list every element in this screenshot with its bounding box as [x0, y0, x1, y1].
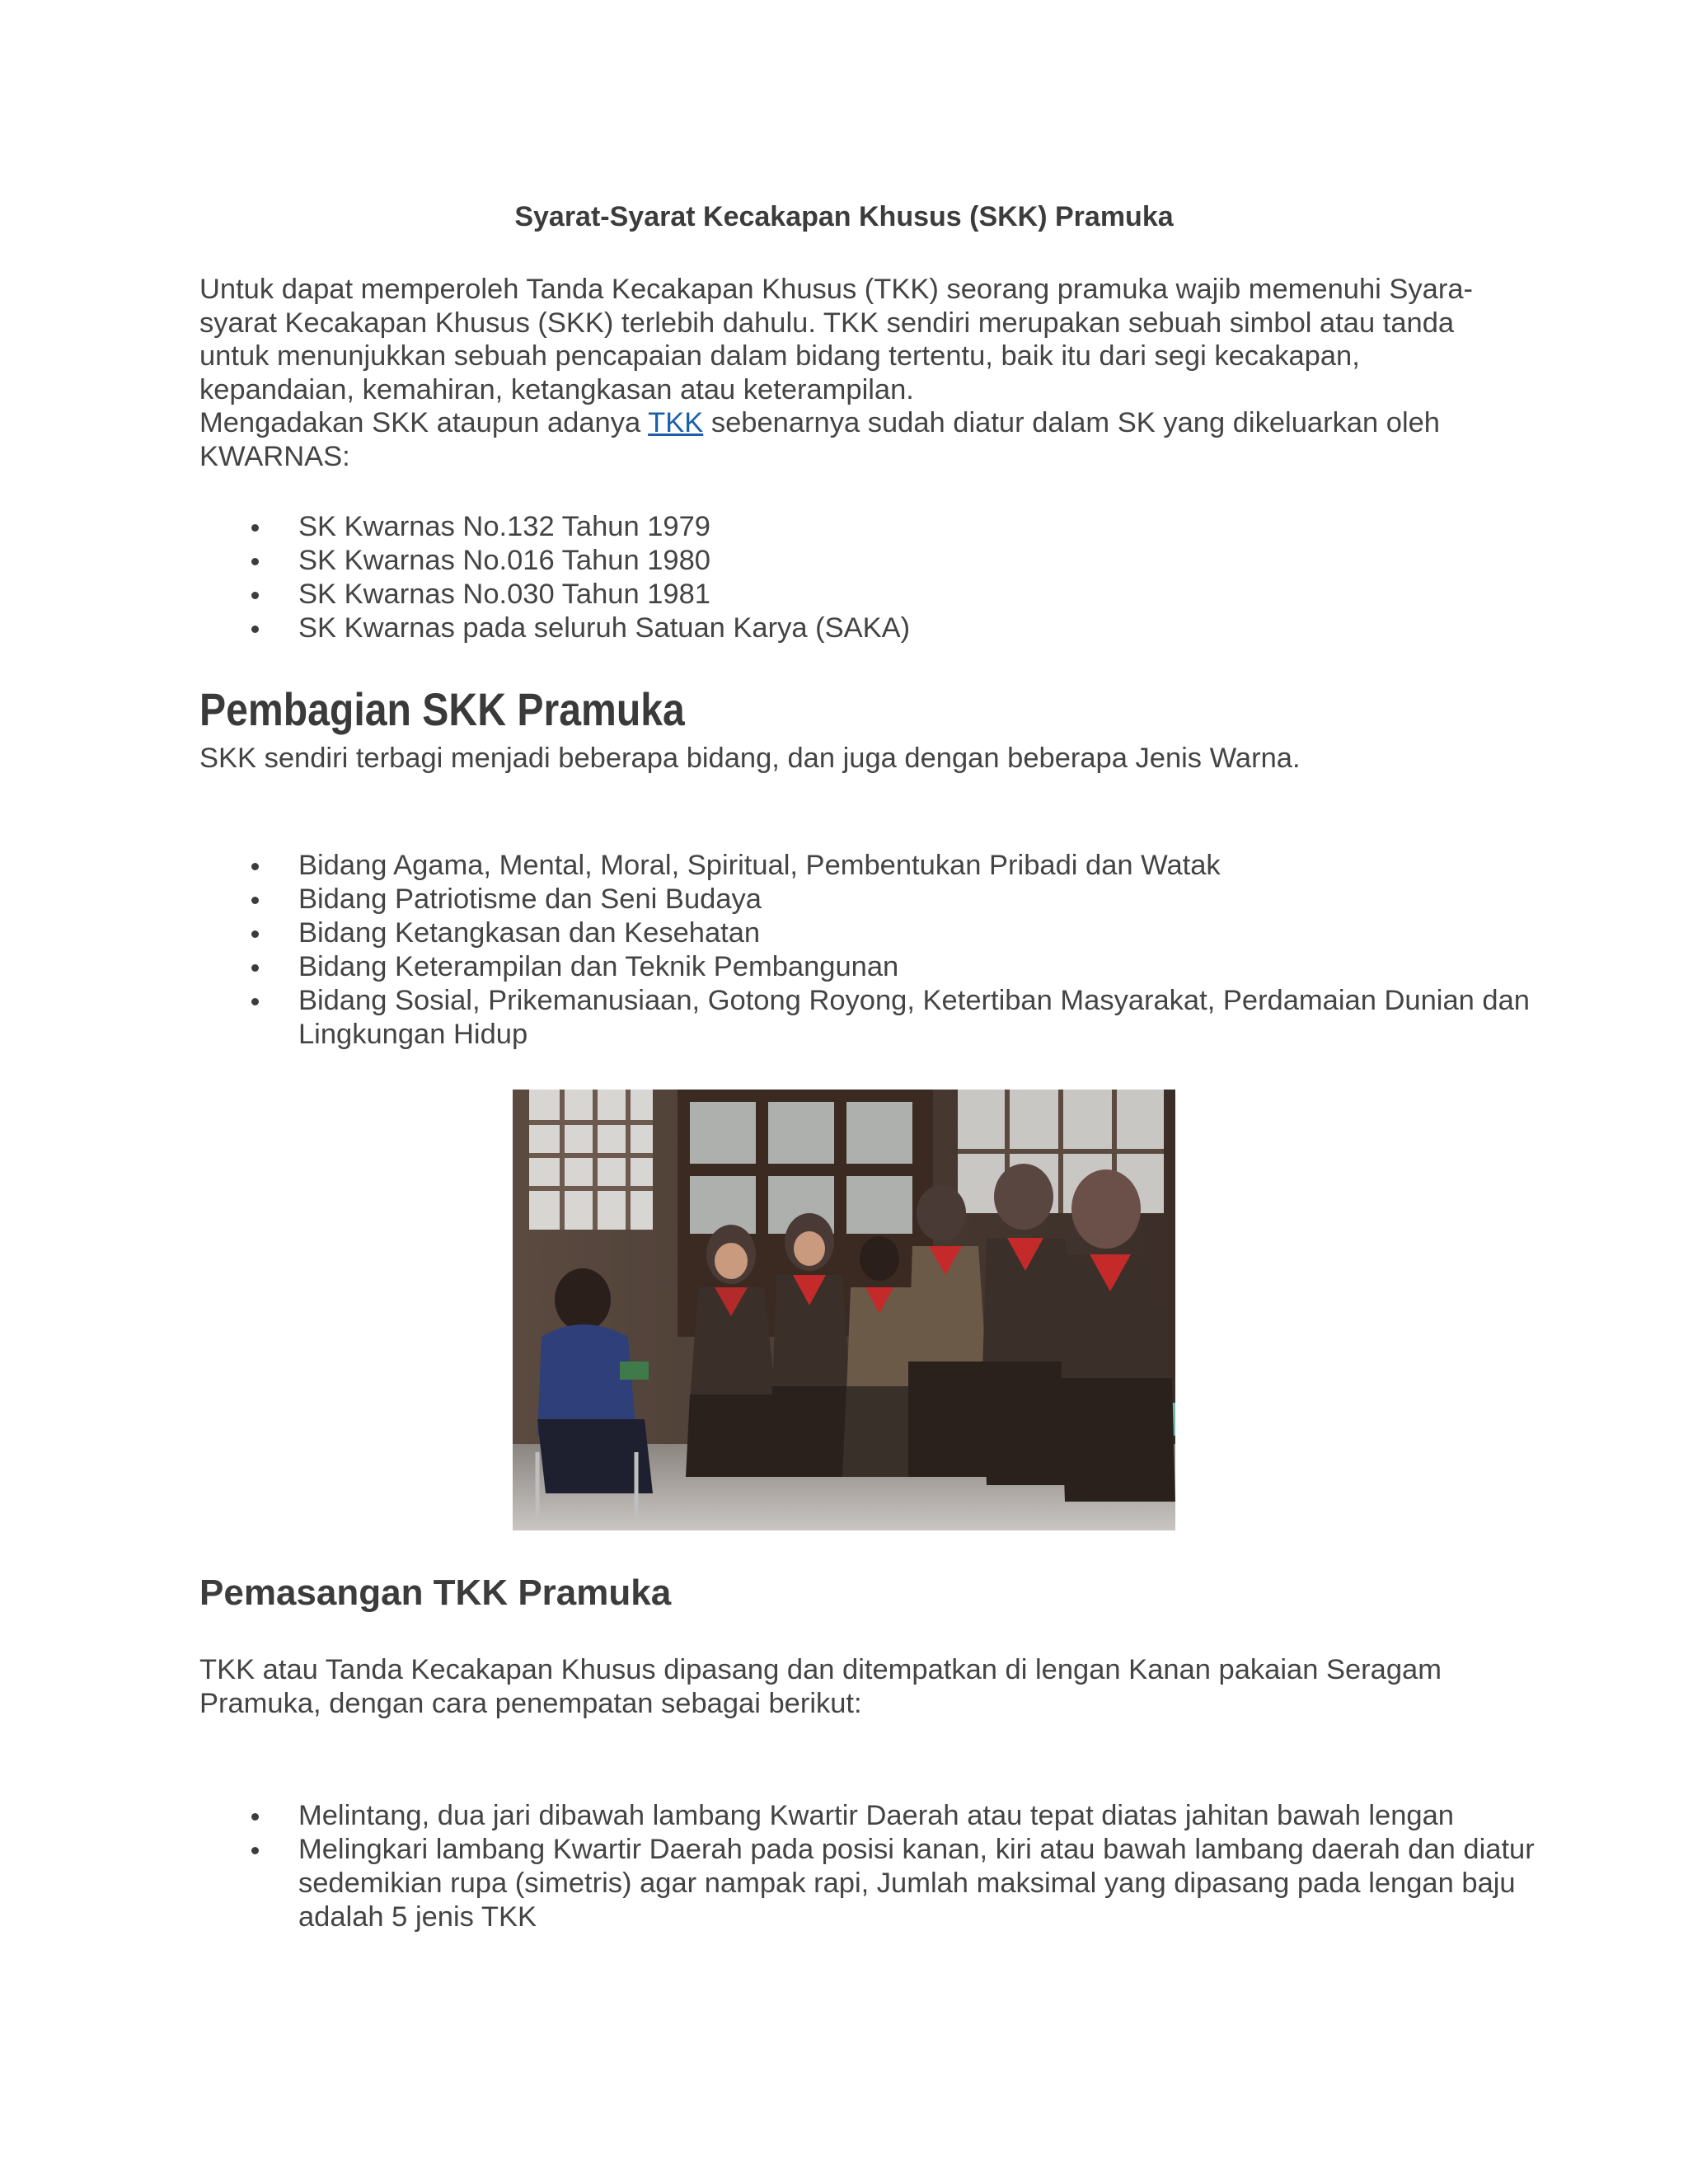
intro-paragraph-2	[199, 406, 1518, 473]
scouts-photo	[513, 1090, 1175, 1530]
list-item: Bidang Keterampilan dan Teknik Pembangunan	[199, 950, 1535, 984]
list-item: Bidang Patriotisme dan Seni Budaya	[199, 883, 1535, 916]
list-item: Bidang Ketangkasan dan Kesehatan	[199, 916, 1535, 950]
bidang-list	[199, 849, 1535, 1052]
list-item: Melingkari lambang Kwartir Daerah pada posisi kanan, kiri atau bawah lambang daerah dan diatur sedemikian rupa (simetris) agar nampak rapi, Jumlah maksimal yang dipasang pada lengan baju adalah 5 jenis TKK	[199, 1833, 1535, 1934]
list-item: Melintang, dua jari dibawah lambang Kwartir Daerah atau tepat diatas jahitan bawah lengan	[199, 1799, 1535, 1833]
list-item: Bidang Sosial, Prikemanusiaan, Gotong Royong, Ketertiban Masyarakat, Perdamaian Dunian dan Lingkungan Hidup	[199, 984, 1535, 1052]
scouts-photo-illustration	[513, 1090, 1175, 1530]
page-title: Syarat-Syarat Kecakapan Khusus (SKK) Pramuka	[514, 201, 1174, 232]
list-item: SK Kwarnas No.016 Tahun 1980	[199, 544, 1535, 578]
sk-list	[199, 510, 1535, 645]
section-paragraph-pemasangan: TKK atau Tanda Kecakapan Khusus dipasang dan ditempatkan di lengan Kanan pakaian Seragam Pramuka, dengan cara penempatan sebagai berikut:	[199, 1654, 1442, 1719]
pemasangan-list	[199, 1799, 1535, 1934]
list-item: SK Kwarnas No.030 Tahun 1981	[199, 578, 1535, 612]
section-heading-pemasangan: Pemasangan TKK Pramuka	[199, 1572, 672, 1613]
intro-text-after-link: sebenarnya sudah diatur dalam SK yang dikeluarkan oleh KWARNAS:	[199, 407, 1440, 472]
intro-paragraph: Untuk dapat memperoleh Tanda Kecakapan Khusus (TKK) seorang pramuka wajib memenuhi Syara-syarat Kecakapan Khusus (SKK) terlebih dahulu. TKK sendiri merupakan sebuah simbol atau tanda untuk menunjukkan sebuah pencapaian dalam bidang tertentu, baik itu dari segi kecakapan, kepandaian, kemahiran, ketangkasan atau keterampilan.	[199, 274, 1474, 405]
intro-section	[199, 273, 1518, 473]
intro-text-before-link: Mengadakan SKK ataupun adanya	[199, 407, 649, 438]
tkk-link[interactable]: TKK	[648, 407, 704, 438]
list-item: Bidang Agama, Mental, Moral, Spiritual, Pembentukan Pribadi dan Watak	[199, 849, 1535, 883]
section-paragraph-pembagian: SKK sendiri terbagi menjadi beberapa bidang, dan juga dengan beberapa Jenis Warna.	[199, 743, 1301, 774]
section-heading-pembagian: Pembagian SKK Pramuka	[199, 683, 685, 735]
list-item: SK Kwarnas pada seluruh Satuan Karya (SAKA)	[199, 612, 1535, 645]
list-item: SK Kwarnas No.132 Tahun 1979	[199, 510, 1535, 544]
